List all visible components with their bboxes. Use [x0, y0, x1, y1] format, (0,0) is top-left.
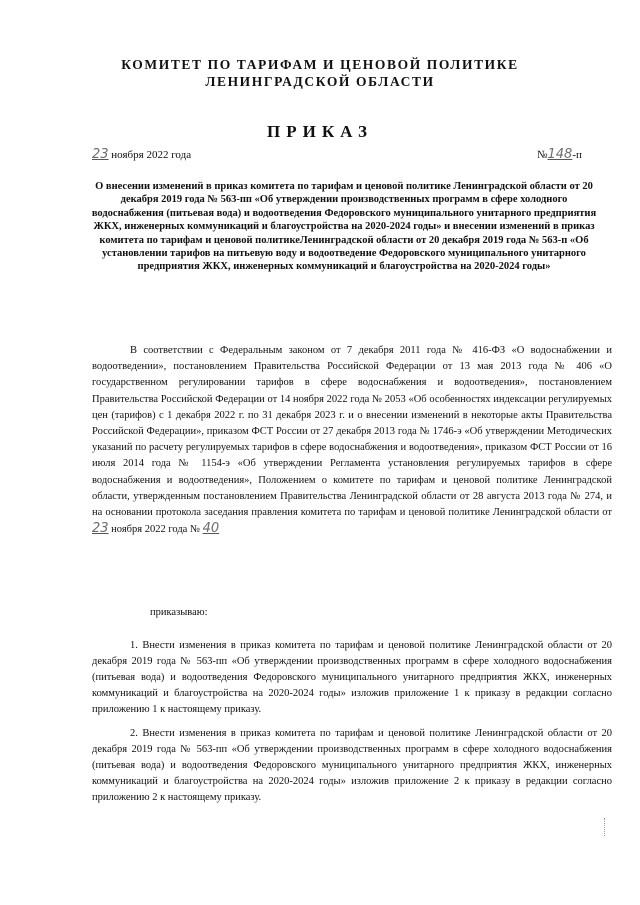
handwritten-number: 148 [547, 147, 573, 162]
order-item-2 [92, 726, 612, 806]
order-item-1-text: 1. Внести изменения в приказ комитета по тарифам и ценовой политике Ленинградской области от 20 декабря 2019 года № 563-пп «Об утверждении производственных программ в сфере холодного водоснабжения (питьевая вода) и водоотведения Федоровского муниципального унитарного предприятия ЖКХ, инженерных коммуникаций и благоустройства на 2020-2024 годы» изложив приложение 1 к приказу в редакции согласно приложению 1 к настоящему приказу. [92, 640, 612, 715]
committee-name-line1: КОМИТЕТ ПО ТАРИФАМ И ЦЕНОВОЙ ПОЛИТИКЕ [121, 57, 519, 72]
committee-header [0, 56, 640, 90]
order-date-text: ноября 2022 года [111, 149, 192, 161]
order-date [92, 148, 191, 162]
preamble-paragraph [92, 343, 612, 538]
preamble-text: В соответствии с Федеральным законом от 7 декабря 2011 года № 416-ФЗ «О водоснабжении и водоотведении», постановлением Правительства Российской Федерации от 13 мая 2013 года № 406 «О государственном регулировании тарифов в сфере водоснабжения и водоотведения», постановлением Правительства Российской Федерации от 14 ноября 2022 года № 2053 «Об особенностях индексации регулируемых цен (тарифов) с 1 декабря 2022 г. по 31 декабря 2023 г. и о внесении изменений в некоторые акты Правительства Российской Федерации», приказом ФСТ России от 27 декабря 2013 года № 1746-э «Об утверждении Методических указаний по расчету регулируемых тарифов в сфере водоснабжения и водоотведения», приказом ФСТ России от 16 июля 2014 года № 1154-э «Об утверждении Регламента установления регулируемых тарифов в сфере водоснабжения и водоотведения», Положением о комитете по тарифам и ценовой политике Ленинградской области, утвержденным постановлением Правительства Ленинградской области от 28 августа 2013 года № 274, и на основании протокола заседания правления комитета по тарифам и ценовой политике Ленинградской области от [92, 345, 612, 519]
preamble-date-text: ноября 2022 года № [111, 524, 200, 536]
order-number [537, 148, 582, 162]
order-subject: О внесении изменений в приказ комитета по тарифам и ценовой политике Ленинградской области от 20 декабря 2019 года № 563-пп «Об утверждении производственных программ в сфере холодного водоснабжения (питьевая вода) и водоотведения Федоровского муниципального унитарного предприятия ЖКХ, инженерных коммуникаций и благоустройства на 2020-2024 годы» и внесении изменений в приказ комитета по тарифам и ценовой политикеЛенинградской области от 20 декабря 2019 года № 563-п «Об установлении тарифов на питьевую воду и водоотведение Федоровского муниципального унитарного предприятия ЖКХ, инженерных коммуникаций и благоустройства на 2020-2024 годы» [91, 181, 597, 273]
handwritten-protocol-number: 40 [202, 521, 220, 537]
number-sign: № [537, 149, 548, 161]
handwritten-protocol-day: 23 [92, 521, 109, 537]
margin-mark [604, 818, 606, 836]
handwritten-day: 23 [92, 147, 109, 162]
decree-word: приказываю: [150, 607, 208, 618]
order-item-1 [92, 638, 612, 718]
number-suffix: -п [572, 149, 582, 161]
document-type-title: ПРИКАЗ [267, 122, 373, 141]
order-item-2-text: 2. Внести изменения в приказ комитета по тарифам и ценовой политике Ленинградской области от 20 декабря 2019 года № 563-пп «Об утверждении производственных программ в сфере холодного водоснабжения (питьевая вода) и водоотведения Федоровского муниципального унитарного предприятия ЖКХ, инженерных коммуникаций и благоустройства на 2020-2024 годы» изложив приложение 2 к приказу в редакции согласно приложению 2 к настоящему приказу. [92, 728, 612, 803]
committee-name-line2: ЛЕНИНГРАДСКОЙ ОБЛАСТИ [205, 74, 435, 89]
